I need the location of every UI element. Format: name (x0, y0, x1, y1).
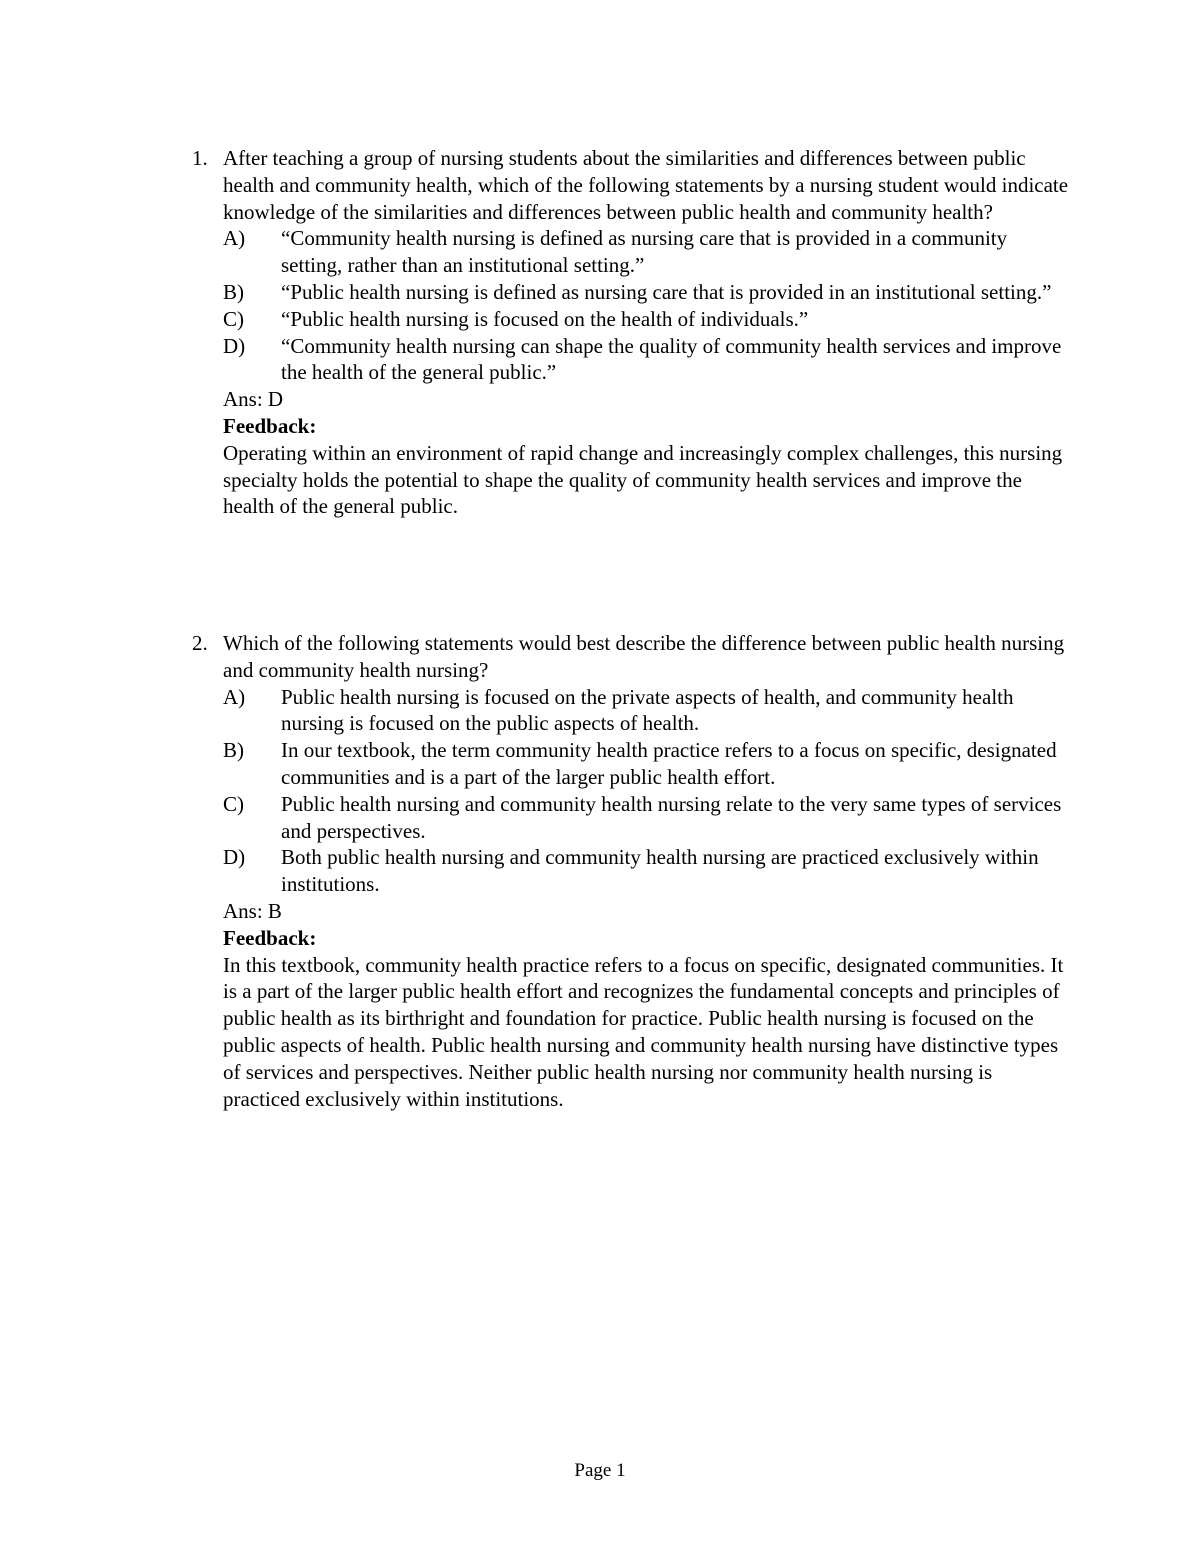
choice-c (223, 791, 1072, 845)
choice-text: “Community health nursing is defined as nursing care that is provided in a community setting, rather than an institutional setting.” (281, 226, 1008, 278)
choice-text: In our textbook, the term community health practice refers to a focus on specific, designated communities and is a part of the larger public health effort. (281, 738, 1057, 789)
choice-b (223, 737, 1072, 791)
choice-letter: D) (223, 845, 246, 870)
choice-text: “Public health nursing is defined as nursing care that is provided in an institutional setting.” (281, 279, 1052, 304)
choice-text: Public health nursing and community health nursing relate to the very same types of services and perspectives. (281, 791, 1062, 843)
question-number: 1. (192, 146, 208, 170)
choice-text: Both public health nursing and community health nursing are practiced exclusively within institutions. (281, 845, 1039, 897)
feedback-label: Feedback: (223, 413, 317, 438)
answer-line: Ans: D (223, 387, 284, 412)
choice-letter: C) (223, 306, 244, 331)
choice-text: “Community health nursing can shape the quality of community health services and improve the health of the general public.” (281, 333, 1062, 385)
choice-d (223, 844, 1072, 898)
question-1 (192, 145, 1072, 520)
feedback-text: Operating within an environment of rapid change and increasingly complex challenges, this nursing specialty holds the potential to shape the quality of community health services and improve the health of the general public. (223, 440, 1063, 519)
choice-letter: A) (223, 684, 246, 709)
choice-d (223, 333, 1072, 387)
choice-letter: C) (223, 791, 244, 816)
question-number: 2. (192, 631, 208, 655)
choice-a (223, 225, 1072, 279)
answer-line: Ans: B (223, 898, 282, 923)
feedback-label: Feedback: (223, 925, 317, 950)
choice-letter: A) (223, 226, 246, 251)
choice-c (223, 306, 1072, 333)
choice-text: Public health nursing is focused on the private aspects of health, and community health nursing is focused on the public aspects of health. (281, 684, 1014, 736)
choice-letter: B) (223, 738, 244, 763)
choice-letter: D) (223, 333, 246, 358)
page-footer: Page 1 (574, 1460, 626, 1481)
feedback-text: In this textbook, community health practice refers to a focus on specific, designated communities. It is a part of the larger public health effort and recognizes the fundamental concepts and principles of public health as its birthright and foundation for practice. Public health nursing is focused on the public aspects of health. Public health nursing and community health nursing have distinctive types of services and perspectives. Neither public health nursing nor community health nursing is practiced exclusively within institutions. (223, 952, 1064, 1111)
question-2 (192, 630, 1072, 1112)
choice-text: “Public health nursing is focused on the health of individuals.” (281, 306, 809, 331)
choice-letter: B) (223, 279, 244, 304)
question-stem: After teaching a group of nursing students about the similarities and differences between public health and community health, which of the following statements by a nursing student would indicate knowledge of the similarities and differences between public health and community health? (223, 146, 1069, 224)
choice-b (223, 279, 1072, 306)
choice-a (223, 684, 1072, 738)
question-stem: Which of the following statements would best describe the difference between public health nursing and community health nursing? (223, 631, 1065, 682)
